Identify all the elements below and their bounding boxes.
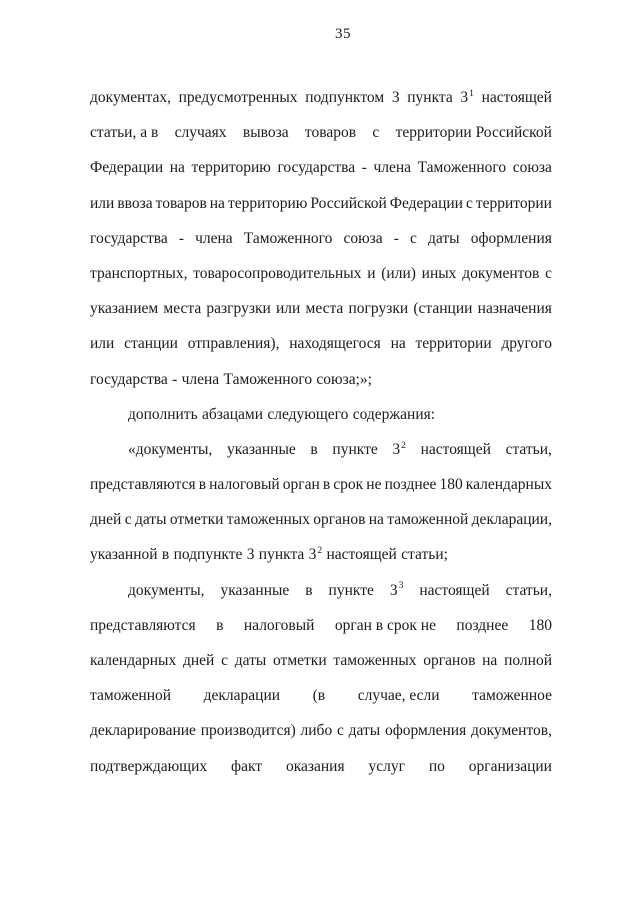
word: дополнить xyxy=(128,405,198,423)
word: оказания xyxy=(285,757,345,775)
word: представляются xyxy=(90,476,196,494)
word: позднее xyxy=(456,616,509,634)
word: (в xyxy=(312,687,326,705)
superscript: 1 xyxy=(469,87,474,99)
word: предусмотренных xyxy=(178,89,298,106)
word: территорию xyxy=(227,194,308,212)
word: места xyxy=(163,300,202,318)
word: государства xyxy=(90,229,168,247)
word: товаров xyxy=(304,124,357,142)
word: на xyxy=(209,194,225,212)
word: орган xyxy=(282,476,320,494)
word: 3 xyxy=(391,89,400,106)
superscript: 2 xyxy=(317,545,323,557)
word: факт xyxy=(231,757,263,775)
text-line xyxy=(90,291,552,326)
word: даты xyxy=(134,511,167,529)
word: вывоза xyxy=(242,124,289,142)
word: - xyxy=(172,370,178,388)
word: товаросопроводительных xyxy=(193,264,362,282)
word: разгрузки xyxy=(206,300,271,318)
word: декларации, xyxy=(471,511,552,529)
word: по xyxy=(428,757,445,775)
text-line xyxy=(90,326,552,361)
word: даты xyxy=(348,722,381,740)
document-body xyxy=(90,80,552,784)
word: 3 xyxy=(246,546,255,564)
word: с xyxy=(221,652,228,669)
word: Федерации xyxy=(90,159,164,177)
word: полной xyxy=(504,652,552,669)
word: находящегося xyxy=(289,335,381,353)
word: отправления), xyxy=(187,335,280,353)
word: на xyxy=(482,652,498,669)
word: пункта xyxy=(258,546,305,564)
word: организации xyxy=(468,757,552,775)
word: настоящей xyxy=(481,89,552,106)
text-line xyxy=(90,643,552,678)
word: транспортных, xyxy=(90,264,188,282)
word: даты xyxy=(234,652,267,669)
word: органов xyxy=(313,511,366,529)
word: с xyxy=(545,264,552,282)
word: статьи; xyxy=(401,546,448,564)
word: органов xyxy=(423,652,476,669)
word: $3^2$ xyxy=(308,545,323,564)
word: Таможенного xyxy=(243,229,333,247)
word: в xyxy=(161,546,170,564)
word: с xyxy=(465,194,473,212)
word: $3^3$ xyxy=(389,580,404,599)
word: в xyxy=(198,476,207,494)
word: даты xyxy=(428,229,460,247)
word: территории xyxy=(475,194,552,212)
word: погрузки xyxy=(348,300,409,318)
word: таможенных xyxy=(226,511,310,529)
text-line xyxy=(90,186,552,221)
word: содержания: xyxy=(352,405,436,423)
word: или xyxy=(90,335,115,353)
word: союза xyxy=(343,229,383,247)
word: или xyxy=(275,300,301,318)
superscript: 2 xyxy=(401,439,406,451)
word: Федерации xyxy=(389,194,463,212)
word: документы, xyxy=(128,581,205,599)
word: члена xyxy=(181,370,220,388)
word: декларации xyxy=(203,687,281,705)
word: подпункте xyxy=(173,546,243,564)
word: статьи, xyxy=(505,581,552,599)
word: в xyxy=(216,616,224,634)
text-line xyxy=(90,362,552,397)
word: указанием xyxy=(90,300,159,318)
word: станции xyxy=(124,335,178,353)
word: государства xyxy=(90,370,168,388)
text-line xyxy=(90,537,552,572)
word: Таможенного xyxy=(417,159,507,177)
word: настоящей xyxy=(420,440,491,458)
word: в xyxy=(310,440,318,458)
word: товаров xyxy=(155,194,207,212)
word: иных xyxy=(421,264,457,282)
word: статьи, xyxy=(505,440,552,458)
word: $3^1$ xyxy=(460,87,474,106)
word: с xyxy=(336,722,344,740)
word: пункте xyxy=(332,440,378,458)
word: отметки xyxy=(169,511,224,529)
word: территорию xyxy=(191,159,271,177)
text-line xyxy=(90,502,552,537)
word: (станции xyxy=(413,300,473,318)
word: «документы, xyxy=(128,440,213,458)
text-line xyxy=(90,150,552,185)
word: дней xyxy=(182,652,215,669)
word: документов xyxy=(462,264,540,282)
word: с xyxy=(410,229,417,247)
word: дней xyxy=(90,511,122,529)
word: с xyxy=(372,124,380,142)
word: декларирование xyxy=(90,722,196,740)
word: не xyxy=(366,476,382,494)
word: абзацами xyxy=(201,405,264,423)
word: в xyxy=(322,476,331,494)
word: $3^2$ xyxy=(392,439,406,458)
word: отметки xyxy=(273,652,327,669)
word: на xyxy=(368,511,384,529)
word: таможенной xyxy=(387,511,469,529)
text-line xyxy=(90,80,552,115)
word: налоговый xyxy=(209,476,280,494)
page-number: 35 xyxy=(335,26,351,42)
word: настоящей xyxy=(326,546,397,564)
text-line xyxy=(90,713,552,748)
word: случае, если xyxy=(357,687,440,705)
word: указанные xyxy=(226,440,296,458)
text-line xyxy=(90,749,552,784)
word: союза xyxy=(512,159,552,177)
word: - xyxy=(178,229,184,247)
word: и xyxy=(367,264,376,282)
word: настоящей xyxy=(419,581,490,599)
word: союза;»; xyxy=(316,370,372,388)
word: статьи, а в xyxy=(90,124,159,142)
text-line xyxy=(90,256,552,291)
word: 180 xyxy=(528,616,552,634)
word: (или) xyxy=(381,264,416,282)
word: назначения xyxy=(477,300,552,318)
word: 180 xyxy=(439,476,463,494)
word: Российской xyxy=(310,194,387,212)
word: пункте xyxy=(328,581,374,599)
word: услуг xyxy=(368,757,405,775)
word: на xyxy=(390,335,406,353)
text-line xyxy=(90,608,552,643)
superscript: 3 xyxy=(398,580,404,592)
word: подтверждающих xyxy=(90,757,208,775)
word: Таможенного xyxy=(223,370,313,388)
word: таможенной xyxy=(90,687,172,705)
word: налоговый xyxy=(243,616,315,634)
word: на xyxy=(169,159,185,177)
text-line xyxy=(90,115,552,150)
word: таможенное xyxy=(472,687,552,705)
word: или xyxy=(90,194,115,212)
text-line xyxy=(90,678,552,713)
text-line xyxy=(90,397,552,432)
word: позднее xyxy=(384,476,437,494)
text-line xyxy=(90,573,552,608)
word: ввоза xyxy=(117,194,153,212)
word: оформления xyxy=(470,229,552,247)
word: документов, xyxy=(470,722,552,740)
word: государства xyxy=(277,159,356,177)
word: места xyxy=(305,300,344,318)
word: пункта xyxy=(407,89,453,106)
word: другого xyxy=(501,335,552,353)
word: члена xyxy=(373,159,412,177)
word: срок xyxy=(333,476,364,494)
word: указанные xyxy=(220,581,290,599)
word: территории xyxy=(415,335,492,353)
word: с xyxy=(124,511,132,529)
word: подпунктом xyxy=(305,89,385,106)
word: в xyxy=(305,581,313,599)
word: территории Российской xyxy=(395,124,552,142)
word: - xyxy=(393,229,399,247)
text-line xyxy=(90,432,552,467)
word: указанной xyxy=(90,546,158,564)
word: оформления xyxy=(385,722,467,740)
word: календарных xyxy=(90,652,177,669)
text-line xyxy=(90,467,552,502)
word: производится) xyxy=(200,722,296,740)
word: представляются xyxy=(90,616,196,634)
word: - xyxy=(361,159,367,177)
word: следующего xyxy=(267,405,349,423)
word: случаях xyxy=(174,124,227,142)
word: календарных xyxy=(465,476,552,494)
word: орган в срок не xyxy=(334,616,436,634)
word: таможенных xyxy=(333,652,417,669)
word: документах, xyxy=(90,89,171,106)
word: члена xyxy=(195,229,233,247)
word: либо xyxy=(300,722,333,740)
text-line xyxy=(90,221,552,256)
